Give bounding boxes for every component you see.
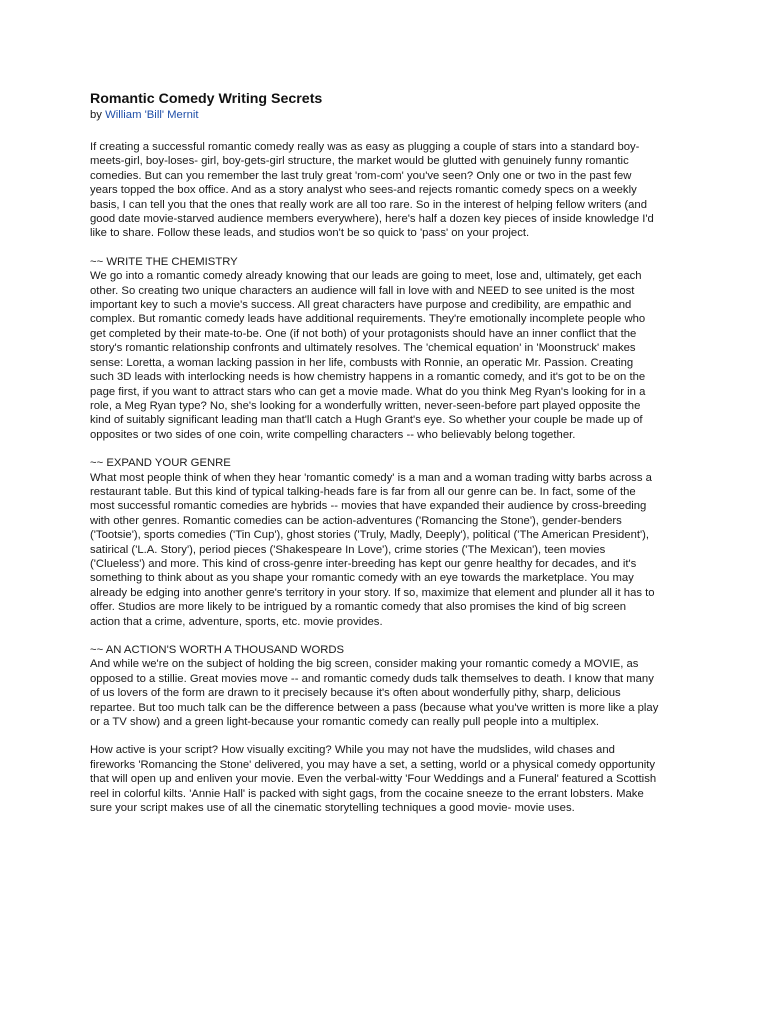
- author-link[interactable]: William 'Bill' Mernit: [105, 109, 199, 121]
- section-heading: ~~ EXPAND YOUR GENRE: [90, 457, 231, 470]
- section-heading: ~~ AN ACTION'S WORTH A THOUSAND WORDS: [90, 644, 345, 656]
- section-paragraph: What most people think of when they hear 'romantic comedy' is a man and a woman trading witty barbs across a restaurant table. But this kind of typical talking-heads fare is far from all our genre can be. In fact, some of the most successful romantic comedies are hybrids -- movies that have expanded their audience by cross-breeding with other genres. Romantic comedies can be action-adventures ('Romancing the Stone'), gender-benders ('Tootsie'), sports comedies ('Tin Cup'), ghost stories ('Truly, Madly, Deeply'), political ('The American President'), satirical ('L.A. Story'), period pieces ('Shakespeare In Love'), crime stories ('The Mexican'), teen movies ('Clueless') and more. This kind of cross-genre inter-breeding has kept our genre healthy for decades, and it's something to think about as you shape your romantic comedy with an eye towards the marketplace. You may already be edging into another genre's territory in your story. If so, maximize that element and plunder all it has to offer. Studios are more likely to be intrigued by a romantic comedy that also promises the kind of big screen action that a crime, adventure, sports, etc. movie provides.: [90, 471, 655, 628]
- byline: [90, 108, 714, 122]
- section-expand-genre: [90, 456, 714, 629]
- document-page: [90, 90, 714, 829]
- section-paragraph: We go into a romantic comedy already knowing that our leads are going to meet, lose and, ultimately, get each other. So creating two unique characters an audience will fall in love with and NEED to see united is the most important key to such a movie's success. All great characters have purpose and credibility, are empathic and complex. But romantic comedy leads have additional requirements. They're emotionally incomplete people who get completed by their mate-to-be. One (if not both) of your protagonists should have an inner conflict that the story's romantic relationship confronts and ultimately resolves. The 'chemical equation' in 'Moonstruck' makes sense: Loretta, a woman lacking passion in her life, combusts with Ronnie, an operatic Mr. Passion. Creating such 3D leads with interlocking needs is how chemistry happens in a romantic comedy, and it's got to be on the page first, if you want to attract stars who can get a movie made. What do you think Meg Ryan's looking for in a role, a Meg Ryan type? No, she's looking for a wonderfully written, never-seen-before part played opposite the kind of suitably significant leading man that'll catch a Hugh Grant's eye. So whether your couple be made up of opposites or two sides of one coin, write compelling characters -- who believably belong together.: [90, 270, 646, 441]
- byline-prefix: by: [90, 109, 102, 121]
- intro-paragraph: If creating a successful romantic comedy really was as easy as plugging a couple of stars into a standard boy- meets-girl, boy-loses- girl, boy-gets-girl structure, the market would be glutted with genuinely funny romantic comedies. But can you remember the last truly great 'rom-com' you've seen? Only one or two in the past few years topped the box office. And as a story analyst who sees-and rejects romantic comedy specs on a weekly basis, I can tell you that the ones that really work are all too rare. So in the interest of helping fellow writers (and good date movie-starved audience members everywhere), here's half a dozen key pieces of inside knowledge I'd like to share. Follow these leads, and studios won't be so quick to 'pass' on your project.: [90, 141, 654, 240]
- section-paragraph: How active is your script? How visually exciting? While you may not have the mudslides, wild chases and fireworks 'Romancing the Stone' delivered, you may have a set, a setting, world or a physical comedy opportunity that will open up and enliven your movie. Even the verbal-witty 'Four Weddings and a Funeral' featured a Scottish reel in colorful kilts. 'Annie Hall' is packed with sight gags, from the cocaine sneeze to the errant lobsters. Make sure your script makes use of all the cinematic storytelling techniques a good movie- movie uses.: [90, 744, 657, 815]
- page-title: Romantic Comedy Writing Secrets: [90, 91, 323, 107]
- section-action-continued: [90, 743, 714, 815]
- section-heading: ~~ WRITE THE CHEMISTRY: [90, 255, 238, 268]
- section-chemistry: [90, 255, 714, 442]
- section-paragraph: And while we're on the subject of holding the big screen, consider making your romantic comedy a MOVIE, as opposed to a stillie. Great movies move -- and romantic comedy duds talk themselves to death. I know that many of us lovers of the form are drawn to it precisely because it's often about wonderfully pithy, sharp, delicious repartee. But too much talk can be the difference between a pass (because what you've written is more like a play or a TV show) and a green light-because your romantic comedy can really pull people into a multiplex.: [90, 658, 659, 729]
- intro-block: [90, 140, 714, 241]
- section-action: [90, 643, 714, 729]
